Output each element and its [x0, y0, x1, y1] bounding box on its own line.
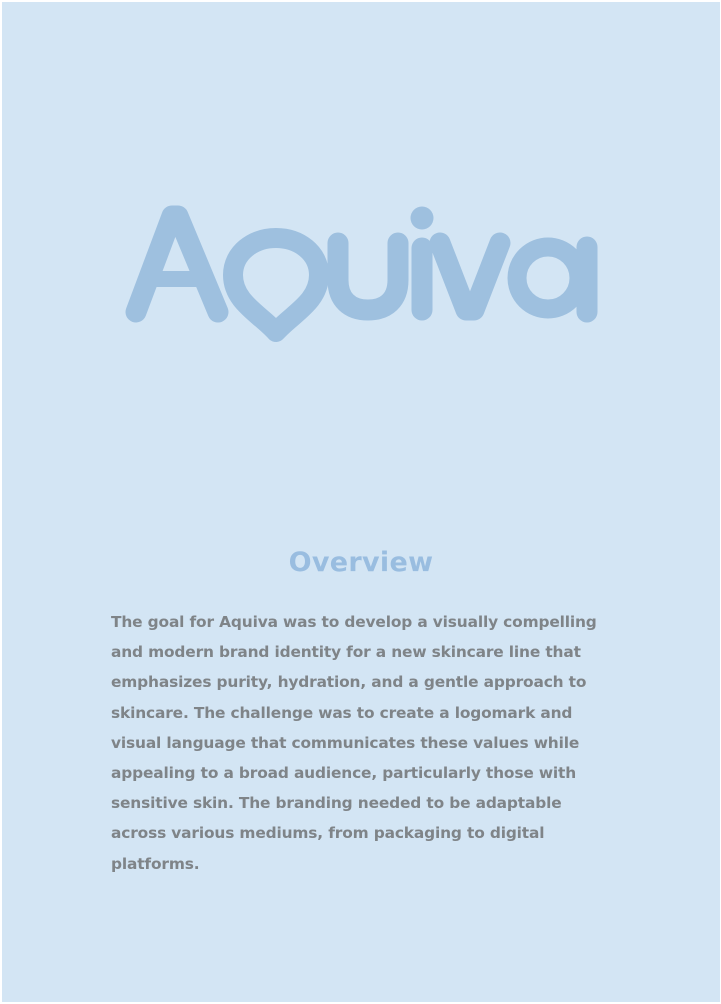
logo-letter-u — [338, 243, 398, 310]
logo-letter-q-drop — [233, 238, 319, 332]
aquiva-logo-graphic — [122, 202, 602, 357]
logo-letter-a-bowl — [517, 247, 579, 309]
aquiva-logo — [122, 202, 602, 357]
document-page — [2, 2, 720, 1002]
logo-letter-i-dot — [411, 207, 434, 230]
logo-letter-v — [440, 243, 500, 310]
overview-body: The goal for Aquiva was to develop a visually compelling and modern brand identity for a new skincare line that emphasizes purity, hydration, and a gentle approach to skincare. The challenge was to create a logomark and visual language that communicates these values while appealing to a broad audience, particularly those with sensitive skin. The branding needed to be adaptable across various mediums, from packaging to digital platforms. — [111, 613, 597, 873]
logo-letter-a-outer — [136, 216, 218, 312]
overview-heading: Overview — [288, 547, 434, 578]
